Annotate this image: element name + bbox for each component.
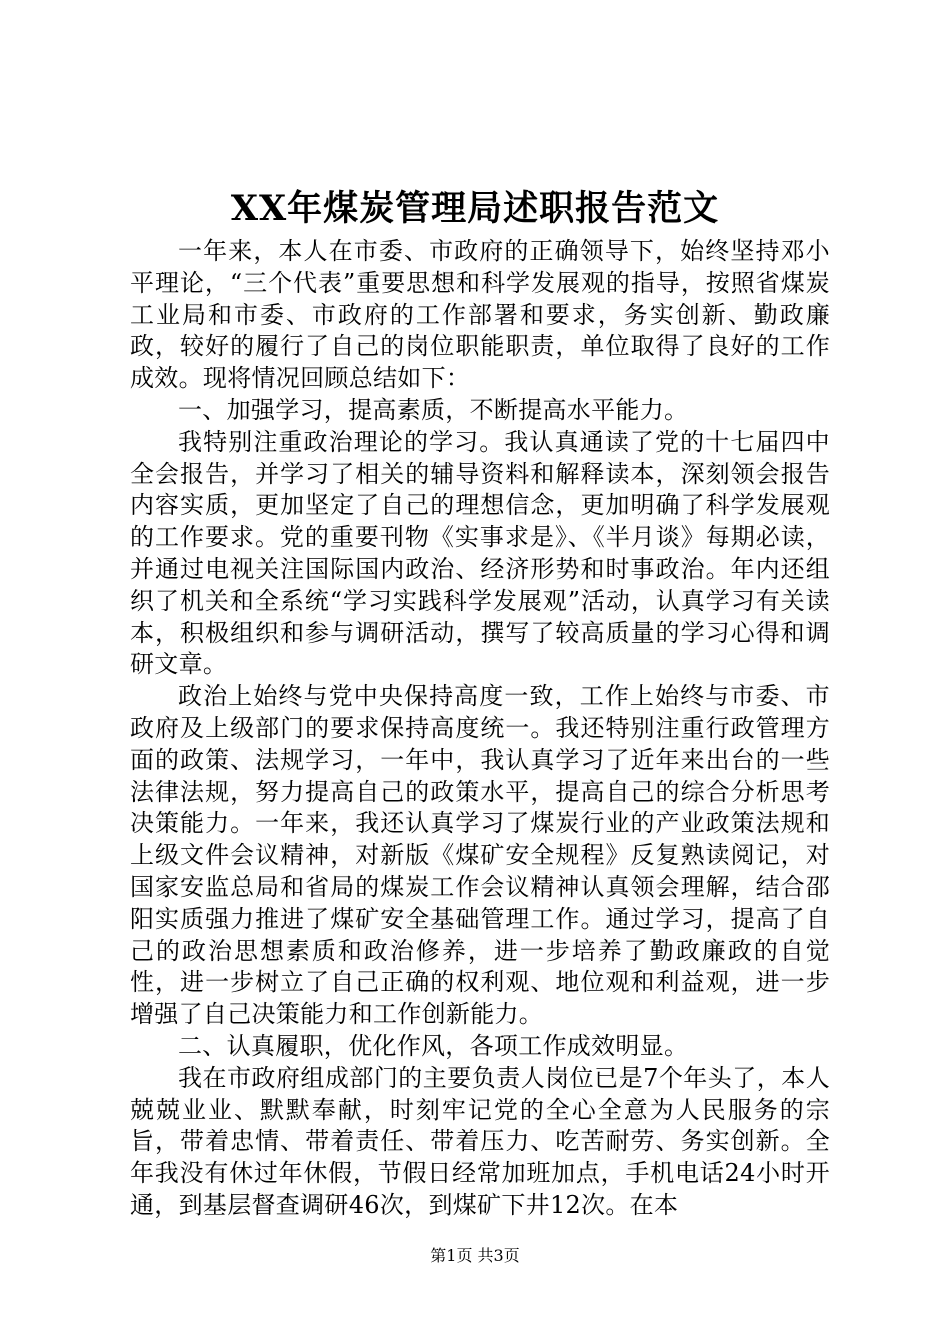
- paragraph-political-alignment: 政治上始终与党中央保持高度一致，工作上始终与市委、市政府及上级部门的要求保持高度统一。我还特别注重行政管理方面的政策、法规学习，一年中，我认真学习了近年来出台的一些法律法规，努力提高自己的政策水平，提高自己的综合分析思考决策能力。一年来，我还认真学习了煤炭行业的产业政策法规和上级文件会议精神，对新版《煤矿安全规程》反复熟读阅记，对国家安监总局和省局的煤炭工作会议精神认真领会理解，结合邵阳实质强力推进了煤矿安全基础管理工作。通过学习，提高了自己的政治思想素质和政治修养，进一步培养了勤政廉政的自觉性，进一步树立了自己正确的权利观、地位观和利益观，进一步增强了自己决策能力和工作创新能力。: [130, 682, 830, 1029]
- document-body: [130, 236, 830, 1222]
- paragraph-intro: 一年来，本人在市委、市政府的正确领导下，始终坚持邓小平理论，“三个代表”重要思想和科学发展观的指导，按照省煤炭工业局和市委、市政府的工作部署和要求，务实创新、勤政廉政，较好的履行了自己的岗位职能职责，单位取得了良好的工作成效。现将情况回顾总结如下：: [130, 237, 830, 393]
- section-heading-1: 一、加强学习，提高素质，不断提高水平能力。: [178, 395, 689, 424]
- page-footer: 第1页 共3页: [430, 1246, 520, 1265]
- section-heading-2: 二、认真履职，优化作风，各项工作成效明显。: [178, 1031, 689, 1060]
- document-title: XX年煤炭管理局述职报告范文: [230, 188, 720, 229]
- paragraph-study-theory: 我特别注重政治理论的学习。我认真通读了党的十七届四中全会报告，并学习了相关的辅导资料和解释读本，深刻领会报告内容实质，更加坚定了自己的理想信念，更加明确了科学发展观的工作要求。党的重要刊物《实事求是》、《半月谈》每期必读，并通过电视关注国际国内政治、经济形势和时事政治。年内还组织了机关和全系统“学习实践科学发展观”活动，认真学习有关读本，积极组织和参与调研活动，撰写了较高质量的学习心得和调研文章。: [130, 427, 830, 679]
- paragraph-duty-performance: 我在市政府组成部门的主要负责人岗位已是7个年头了，本人兢兢业业、默默奉献，时刻牢记党的全心全意为人民服务的宗旨，带着忠情、带着责任、带着压力、吃苦耐劳、务实创新。全年我没有休过年休假，节假日经常加班加点，手机电话24小时开通，到基层督查调研46次，到煤矿下井12次。在本: [130, 1063, 830, 1219]
